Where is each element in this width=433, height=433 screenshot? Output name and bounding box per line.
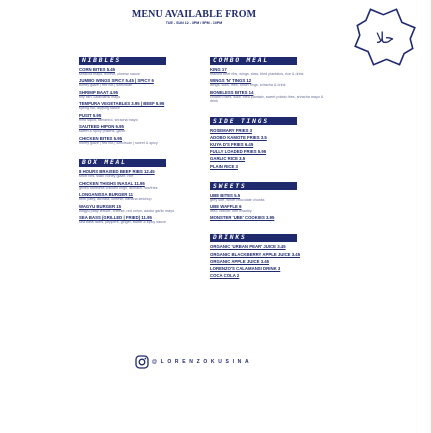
- menu-item-name: ORGANIC APPLE JUICE 3.45: [210, 258, 270, 264]
- menu-item: [210, 78, 328, 87]
- instagram-handle[interactable]: @LORENZOKUSINA: [152, 359, 253, 365]
- opening-hours: TUE - SUN 12 - 3PM / 5PM - 10PM: [165, 21, 223, 25]
- menu-item: [79, 113, 197, 122]
- section-banner: SWEETS: [210, 182, 297, 190]
- menu-item: [210, 273, 328, 278]
- menu-item: [79, 204, 197, 213]
- menu-item-description: honey glaze | red hot | szechuan | sweet & spicy: [79, 140, 158, 145]
- section-nibbles: [79, 49, 197, 145]
- menu-item: [79, 101, 197, 110]
- menu-item-description: sea bass fillets, peppers, ginger, sweet & spicy sauce: [79, 220, 167, 225]
- menu-item-description: tiny fish, calamansi mayo: [79, 94, 121, 99]
- menu-item-description: braised beef ribs, wings, slaw, fried plantains, rice & drink: [210, 72, 304, 76]
- menu-item-name: BONELESS BITES 14: [210, 89, 254, 95]
- menu-item-description: honey glaze | red hot | szechuan: [79, 83, 133, 88]
- menu-item: [210, 266, 328, 271]
- menu-item: [210, 90, 328, 104]
- menu-item: [79, 124, 197, 133]
- menu-item-description: chicken bites, slaw, fried plantain, sweet potato fries, sriracha mayo & drink: [210, 94, 324, 104]
- menu-item-name: LORENZO'S CALAMANSI DRINK 3: [210, 266, 281, 272]
- section-side-tings: [210, 110, 328, 169]
- menu-item: [210, 259, 328, 264]
- section-banner: COMBO MEAL: [210, 57, 297, 65]
- menu-item: [79, 136, 197, 145]
- menu-item-description: fried squid, tamarind, sriracha mayo: [79, 117, 138, 122]
- menu-item-description: sriracha mayo, ecrevit, cheese sauce: [79, 72, 140, 76]
- menu-item-description: spring roll, dipping sauce: [79, 106, 120, 111]
- section-banner: NIBBLES: [79, 57, 166, 65]
- menu-item: [79, 181, 197, 190]
- menu-item-name: KING 17: [210, 67, 227, 72]
- section-combo-meal: [210, 49, 328, 104]
- menu-item-name: UBE BITES 5.5: [210, 192, 241, 198]
- menu-item-name: ORGANIC 'URBAN PEAR' JUICE 3.45: [210, 244, 286, 250]
- menu-header: [96, 9, 292, 25]
- menu-item: [210, 215, 328, 220]
- menu-item-description: short ribs, slaw, honey glaze, rice: [79, 174, 134, 179]
- menu-item-name: ADOBO KAMOTE FRIES 3.5: [210, 134, 267, 140]
- menu-item-description: beef patty, atchara, cheese, banana ketchup: [79, 197, 152, 202]
- menu-column-left: [79, 49, 197, 230]
- menu-item-name: FULLY LOADED FRIES 5.95: [210, 149, 267, 155]
- menu-item-name: CORN BITES 5.45: [79, 67, 116, 72]
- menu-item-name: UBE WAFFLE 6: [210, 203, 242, 209]
- menu-item-name: WINGS 'N' TINGS 12: [210, 78, 252, 84]
- menu-column-right: [210, 49, 328, 284]
- menu-item-description: grey ube, white chocolate chunks: [210, 197, 265, 202]
- section-banner: BOX MEAL: [79, 159, 166, 167]
- menu-item: [210, 164, 328, 169]
- menu-item-name: CHICKEN THIGHS INASAL 11.95: [79, 180, 145, 186]
- menu-item-name: 8 HOURS BRAISED BEEF RIBS 12.45: [79, 169, 155, 175]
- section-drinks: [210, 226, 328, 278]
- menu-item-name: SHRIMP BAAT 4.95: [79, 89, 118, 95]
- menu-item-name: ORGANIC BLACKBERRY APPLE JUICE 3.45: [210, 251, 301, 257]
- menu-item: [79, 78, 197, 87]
- menu-item-name: SAUTEED HIPON 6.95: [79, 124, 124, 130]
- menu-item-description: oreo, biscoff, ube chantily: [210, 208, 252, 213]
- menu-item-name: ROSEMARY FRIES 3: [210, 127, 253, 133]
- menu-item-description: grilled boneless chicken thigh, atchara, rice/fries: [79, 185, 158, 190]
- menu-item: [79, 90, 197, 99]
- social-footer: [135, 355, 295, 369]
- menu-title: MENU AVAILABLE FROM: [131, 9, 257, 20]
- menu-item-name: JUMBO WINGS SPICY 5.45 | SPICY 6: [79, 78, 154, 84]
- menu-item: [79, 67, 197, 76]
- menu-item: [210, 252, 328, 257]
- menu-item-name: SEA BASS (GRILLED | FRIED) 11.95: [79, 215, 152, 221]
- menu-item: [210, 204, 328, 213]
- section-banner: DRINKS: [210, 234, 297, 242]
- menu-item-name: LONGANISSA BURGER 11: [79, 192, 134, 198]
- menu-item: [210, 156, 328, 161]
- menu-item-name: MONSTER 'UBE' COOKIES 3.95: [210, 215, 275, 221]
- menu-item-name: PUSIT 5.95: [79, 112, 102, 118]
- menu-item: [210, 244, 328, 249]
- menu-item: [79, 192, 197, 201]
- menu-item: [79, 169, 197, 178]
- brand-logo-icon: [353, 5, 417, 69]
- menu-item: [210, 149, 328, 154]
- section-box-meal: [79, 151, 197, 224]
- instagram-icon[interactable]: [135, 355, 149, 369]
- menu-item-name: WAGYU BURGER 15: [79, 203, 122, 209]
- menu-item-name: PLAIN RICE 3: [210, 163, 238, 169]
- menu-item-name: TEMPURA VEGETABLES 3.95 | BEEF 5.95: [79, 101, 165, 107]
- menu-item: [210, 128, 328, 133]
- menu-item-name: GARLIC RICE 3.5: [210, 156, 246, 162]
- menu-item-name: COCA COLA 2: [210, 273, 240, 279]
- menu-item: [210, 135, 328, 140]
- menu-item-description: sweet & spicy prawns, garlic: [79, 129, 126, 134]
- logo-lettering: حلا: [375, 29, 395, 47]
- menu-item: [210, 67, 328, 76]
- menu-item-name: CHICKEN BITES 5.95: [79, 135, 122, 141]
- menu-item: [79, 215, 197, 224]
- menu-item-description: wings, slaw, fries, onion rings, sriracha & drink: [210, 83, 286, 88]
- section-banner: SIDE TINGS: [210, 117, 297, 125]
- section-sweets: [210, 175, 328, 221]
- menu-item-name: KUYA D'S FRIES 6.45: [210, 141, 254, 147]
- menu-item-description: wagyu patty lettuce, cheese, red onion, adobo garlic mayo: [79, 208, 175, 213]
- menu-item: [210, 142, 328, 147]
- menu-item: [210, 193, 328, 202]
